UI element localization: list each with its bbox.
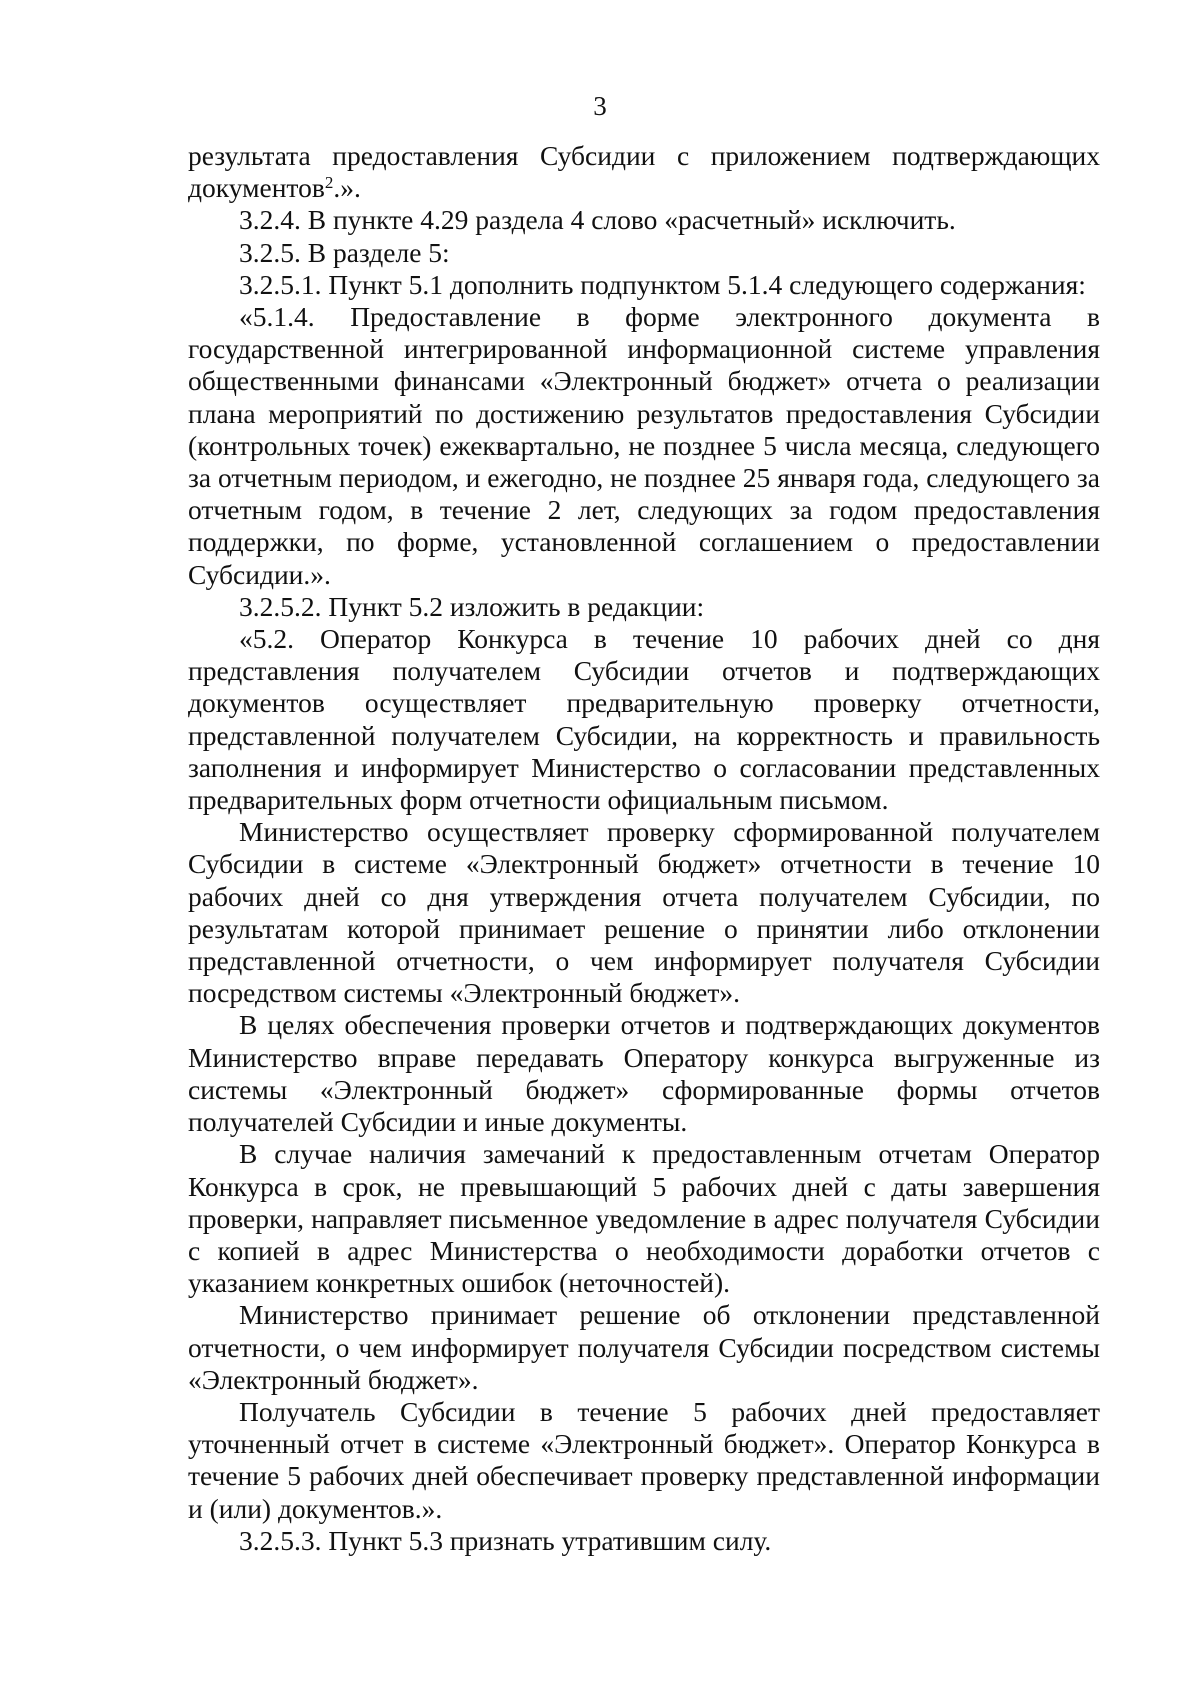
paragraph-3-2-5-1: 3.2.5.1. Пункт 5.1 дополнить подпунктом 5.1.4 следующего содержания: (239, 268, 1086, 300)
paragraph-rejection: Министерство принимает решение об отклонении представленной отчетности, о чем информирует получателя Субсидии посредством системы «Электронный бюджет». (188, 1299, 1100, 1395)
paragraph-continuation (188, 140, 1100, 204)
paragraph-remarks: В случае наличия замечаний к предоставленным отчетам Оператор Конкурса в срок, не превышающий 5 рабочих дней с даты завершения проверки, направляет письменное уведомление в адрес получателя Субсидии с копией в адрес Министерства о необходимости доработки отчетов с указанием конкретных ошибок (неточностей). (188, 1138, 1100, 1299)
paragraph-text: результата предоставления Субсидии с приложением подтверждающих документов (188, 140, 1100, 204)
paragraph-document-transfer: В целях обеспечения проверки отчетов и подтверждающих документов Министерство вправе передавать Оператору конкурса выгруженные из системы «Электронный бюджет» сформированные формы отчетов получателей Субсидии и иные документы. (188, 1009, 1100, 1138)
paragraph-3-2-5-2: 3.2.5.2. Пункт 5.2 изложить в редакции: (239, 590, 705, 622)
paragraph-ministry-check: Министерство осуществляет проверку сформированной получателем Субсидии в системе «Электронный бюджет» отчетности в течение 10 рабочих дней со дня утверждения отчета получателем Субсидии, по результатам которой принимает решение о принятии либо отклонении представленной отчетности, о чем информирует получателя Субсидии посредством системы «Электронный бюджет». (188, 816, 1100, 1009)
paragraph-5-1-4: «5.1.4. Предоставление в форме электронного документа в государственной интегрированной информационной системе управления общественными финансами «Электронный бюджет» отчета о реализации плана мероприятий по достижению результатов предоставления Субсидии (контрольных точек) ежеквартально, не позднее 5 числа месяца, следующего за отчетным периодом, и ежегодно, не позднее 25 января года, следующего за отчетным годом, в течение 2 лет, следующих за годом предоставления поддержки, по форме, установленной соглашением о предоставлении Субсидии.». (188, 301, 1100, 590)
document-body (188, 140, 1100, 1557)
footnote-marker: 2 (324, 173, 334, 193)
paragraph-3-2-5: 3.2.5. В разделе 5: (239, 236, 450, 268)
paragraph-5-2: «5.2. Оператор Конкурса в течение 10 рабочих дней со дня представления получателем Субсидии отчетов и подтверждающих документов осуществляет предварительную проверку отчетности, представленной получателем Субсидии, на корректность и правильность заполнения и информирует Министерство о согласовании представленных предварительных форм отчетности официальным письмом. (188, 623, 1100, 816)
paragraph-corrected-report: Получатель Субсидии в течение 5 рабочих дней предоставляет уточненный отчет в системе «Электронный бюджет». Оператор Конкурса в течение 5 рабочих дней обеспечивает проверку представленной информации и (или) документов.». (188, 1395, 1100, 1524)
page-number: 3 (593, 91, 607, 121)
paragraph-text-end: .». (333, 172, 361, 204)
paragraph-3-2-4: 3.2.4. В пункте 4.29 раздела 4 слово «расчетный» исключить. (239, 204, 956, 236)
paragraph-3-2-5-3: 3.2.5.3. Пункт 5.3 признать утратившим силу. (239, 1524, 772, 1556)
